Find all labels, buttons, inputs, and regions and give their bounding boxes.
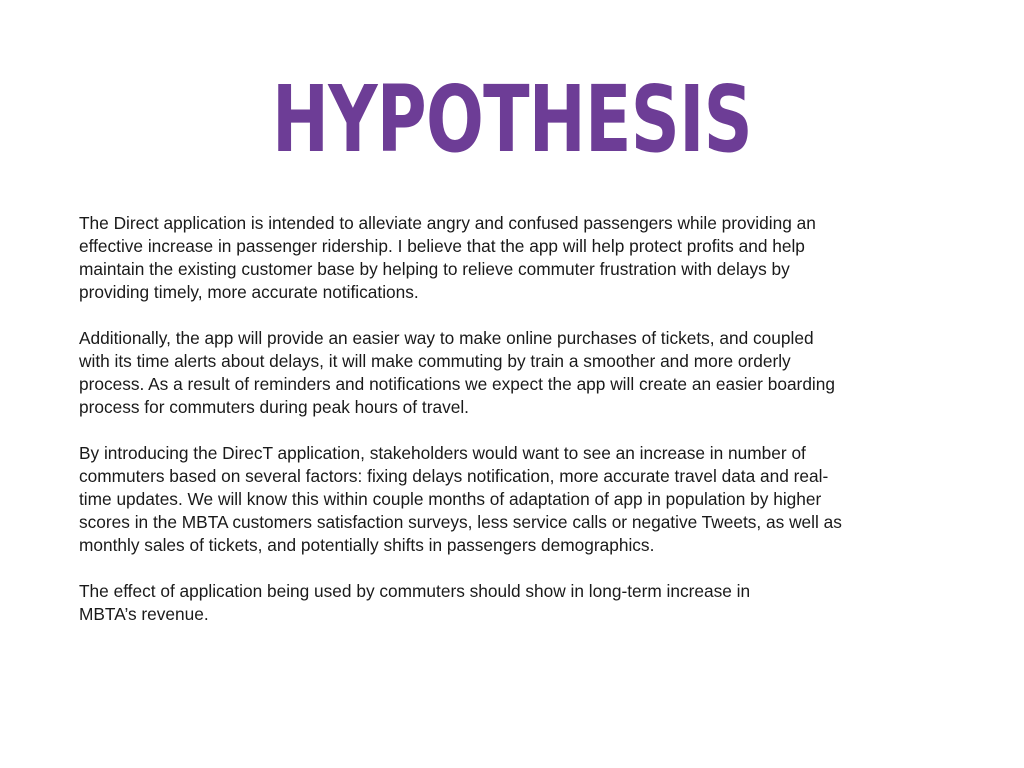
paragraph-revenue: The effect of application being used by commuters should show in long-term increase in MBTA’s revenue. <box>79 581 751 624</box>
paragraph-intro: The Direct application is intended to alleviate angry and confused passengers while providing an effective increase in passenger ridership. I believe that the app will help protect profits and help maintain the existing customer base by helping to relieve commuter frustration with delays by providing timely, more accurate notifications. <box>79 213 816 302</box>
slide-title: HYPOTHESIS <box>272 66 752 173</box>
slide-body <box>79 212 959 649</box>
paragraph-purchases: Additionally, the app will provide an easier way to make online purchases of tickets, and coupled with its time alerts about delays, it will make commuting by train a smoother and more orderly process. As a result of reminders and notifications we expect the app will create an easier boarding process for commuters during peak hours of travel. <box>79 328 835 417</box>
paragraph-stakeholders: By introducing the DirecT application, stakeholders would want to see an increase in number of commuters based on several factors: fixing delays notification, more accurate travel data and real- time updates. We will know this within couple months of adaptation of app in population by higher scores in the MBTA customers satisfaction surveys, less service calls or negative Tweets, as well as monthly sales of tickets, and potentially shifts in passengers demographics. <box>79 443 842 555</box>
